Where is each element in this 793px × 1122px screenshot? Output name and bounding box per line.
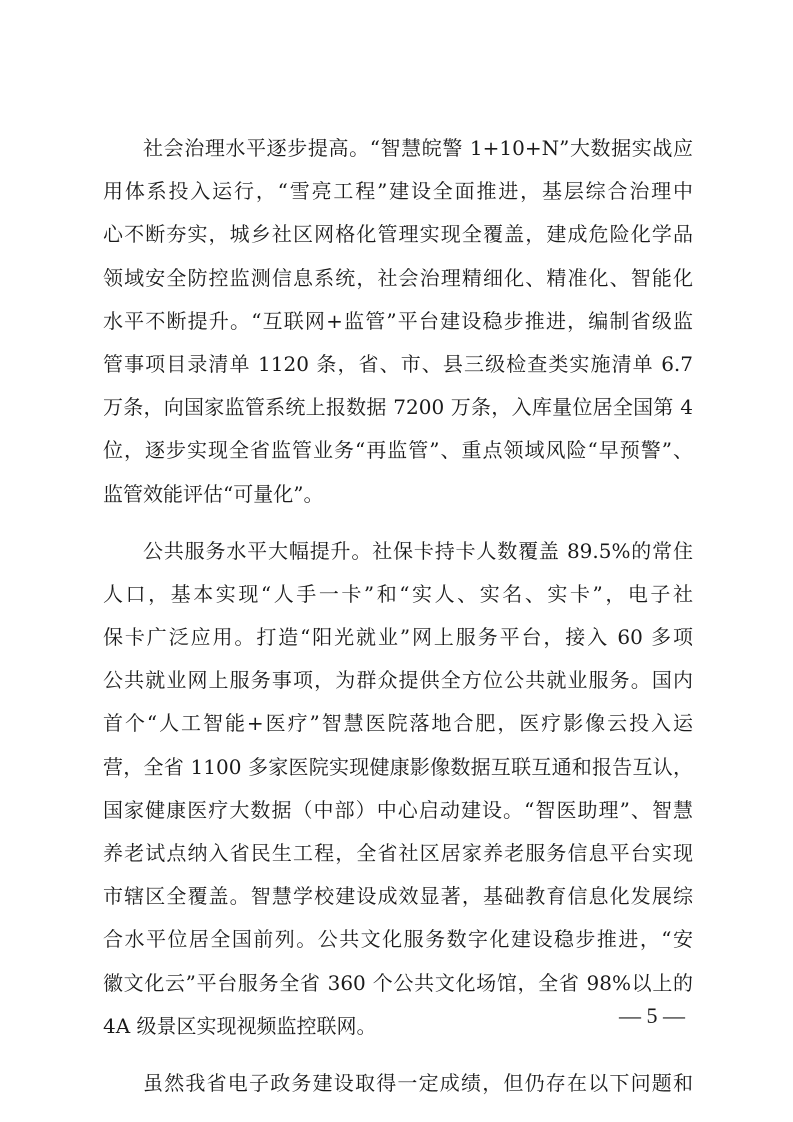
page-number: — 5 — bbox=[619, 1003, 685, 1028]
text-line: 水平不断提升。“互联网+监管”平台建设稳步推进，编制省级监 bbox=[103, 308, 693, 333]
paragraph-gap bbox=[103, 516, 693, 530]
text-line: 管事项目录清单 1120 条，省、市、县三级检查类实施清单 6.7 bbox=[103, 351, 693, 376]
text-line: 监管效能评估“可量化”。 bbox=[103, 481, 324, 506]
text-line: 营，全省 1100 多家医院实现健康影像数据互联互通和报告互认， bbox=[103, 754, 693, 779]
text-line: 社会治理水平逐步提高。“智慧皖警 1+10+N”大数据实战应 bbox=[143, 136, 693, 160]
text-line: 首个“人工智能+医疗”智慧医院落地合肥，医疗影像云投入运 bbox=[103, 711, 693, 736]
text-line: 徽文化云”平台服务全省 360 个公共文化场馆，全省 98%以上的 bbox=[103, 970, 693, 995]
text-line: 位，逐步实现全省监管业务“再监管”、重点领域风险“早预警”、 bbox=[103, 438, 693, 463]
text-line: 保卡广泛应用。打造“阳光就业”网上服务平台，接入 60 多项 bbox=[103, 625, 693, 650]
text-line: 心不断夯实，城乡社区网格化管理实现全覆盖，建成危险化学品 bbox=[103, 222, 693, 247]
text-line: 万条，向国家监管系统上报数据 7200 万条，入库量位居全国第 4 bbox=[103, 395, 693, 420]
text-line: 国家健康医疗大数据（中部）中心启动建设。“智医助理”、智慧 bbox=[103, 797, 693, 822]
paragraph-gap bbox=[103, 1048, 693, 1062]
text-line: 公共服务水平大幅提升。社保卡持卡人数覆盖 89.5%的常住 bbox=[143, 538, 693, 563]
text-line: 合水平位居全国前列。公共文化服务数字化建设稳步推进，“安 bbox=[103, 927, 693, 952]
paragraph-public-services bbox=[103, 530, 693, 1048]
text-line: 人口，基本实现“人手一卡”和“实人、实名、实卡”，电子社 bbox=[103, 581, 693, 606]
text-line: 4A 级景区实现视频监控联网。 bbox=[103, 1013, 377, 1038]
paragraph-social-governance bbox=[103, 127, 693, 516]
paragraph-problems-intro bbox=[103, 1062, 693, 1105]
text-line: 市辖区全覆盖。智慧学校建设成效显著，基础教育信息化发展综 bbox=[103, 884, 693, 909]
text-line: 公共就业网上服务事项，为群众提供全方位公共就业服务。国内 bbox=[103, 668, 693, 693]
text-line: 养老试点纳入省民生工程，全省社区居家养老服务信息平台实现 bbox=[103, 841, 693, 865]
text-line: 领域安全防控监测信息系统，社会治理精细化、精准化、智能化 bbox=[103, 265, 693, 290]
text-line: 虽然我省电子政务建设取得一定成绩，但仍存在以下问题和 bbox=[143, 1070, 693, 1095]
body-text bbox=[103, 127, 693, 1105]
text-line: 用体系投入运行，“雪亮工程”建设全面推进，基层综合治理中 bbox=[103, 179, 693, 204]
